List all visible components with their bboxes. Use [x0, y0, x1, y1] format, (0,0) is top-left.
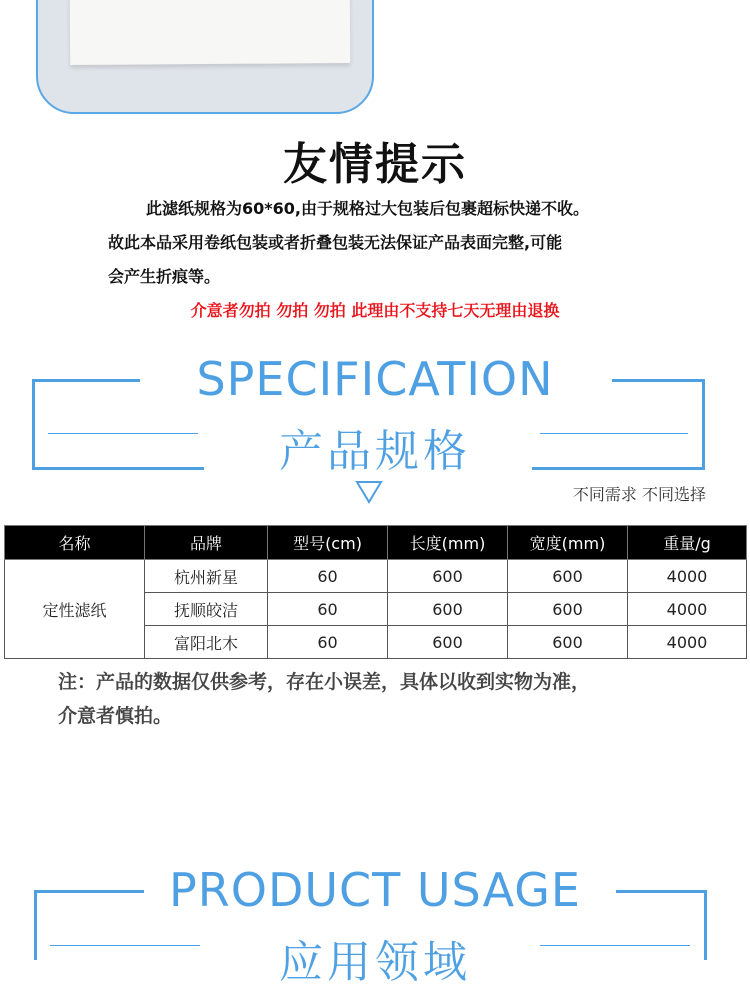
table-row [5, 560, 747, 593]
brand-cell: 抚顺皎洁 [145, 593, 268, 626]
model-cell: 60 [268, 560, 388, 593]
table-header-row [5, 526, 747, 560]
header-brand: 品牌 [145, 526, 268, 560]
header-weight: 重量/g [628, 526, 747, 560]
spec-title-en: SPECIFICATION [196, 352, 554, 406]
notice-line-2: 故此本品采用卷纸包装或者折叠包装无法保证产品表面完整,可能 [108, 233, 563, 252]
product-image-card [36, 0, 374, 114]
usage-title-cn: 应用领域 [279, 937, 471, 988]
footnote-line-1: 注：产品的数据仅供参考，存在小误差，具体以收到实物为准， [58, 671, 591, 693]
model-cell: 60 [268, 626, 388, 659]
spec-sub-note: 不同需求 不同选择 [572, 485, 706, 504]
notice-warning: 介意者勿拍 勿拍 勿拍 此理由不支持七天无理由退换 [190, 301, 560, 320]
weight-cell: 4000 [628, 626, 747, 659]
header-length: 长度(mm) [388, 526, 508, 560]
spec-title-cn: 产品规格 [279, 426, 471, 477]
footnote-line-2: 介意者慎拍。 [58, 705, 173, 727]
width-cell: 600 [508, 626, 628, 659]
notice-line-1: 此滤纸规格为60*60,由于规格过大包装后包裹超标快递不收。 [146, 199, 589, 218]
header-name: 名称 [5, 526, 145, 560]
weight-cell: 4000 [628, 560, 747, 593]
length-cell: 600 [388, 626, 508, 659]
width-cell: 600 [508, 560, 628, 593]
weight-cell: 4000 [628, 593, 747, 626]
product-name-cell: 定性滤纸 [5, 560, 145, 659]
spec-table [4, 525, 747, 659]
length-cell: 600 [388, 560, 508, 593]
notice-title: 友情提示 [283, 139, 467, 190]
brand-cell: 富阳北木 [145, 626, 268, 659]
down-triangle-icon [355, 480, 383, 504]
brand-cell: 杭州新星 [145, 560, 268, 593]
model-cell: 60 [268, 593, 388, 626]
width-cell: 600 [508, 593, 628, 626]
notice-line-3: 会产生折痕等。 [108, 267, 221, 286]
header-model: 型号(cm) [268, 526, 388, 560]
length-cell: 600 [388, 593, 508, 626]
usage-title-en: PRODUCT USAGE [169, 863, 581, 917]
header-width: 宽度(mm) [508, 526, 628, 560]
filter-paper-image [70, 0, 350, 65]
